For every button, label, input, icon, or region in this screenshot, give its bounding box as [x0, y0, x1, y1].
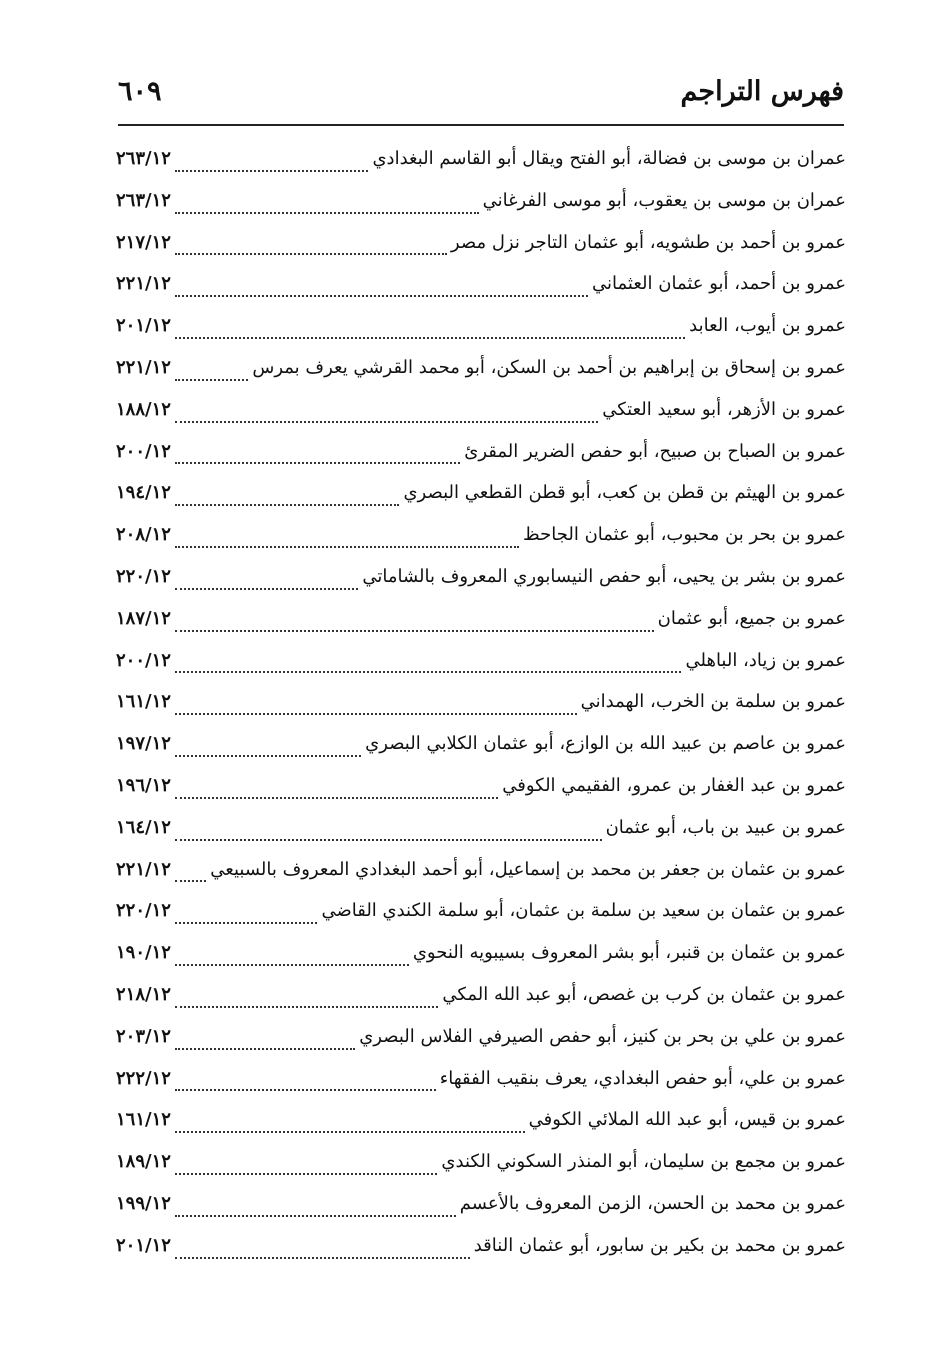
entry-reference: ٢٢٠/١٢	[116, 900, 171, 922]
entry-reference: ١٦٤/١٢	[116, 816, 171, 838]
list-item	[116, 1064, 846, 1106]
dot-leader	[175, 253, 447, 255]
list-item	[116, 938, 846, 980]
dot-leader	[175, 630, 654, 632]
entry-name: عمرو بن بشر بن يحيى، أبو حفص النيسابوري المعروف بالشاماتي	[362, 565, 846, 587]
list-item	[116, 520, 846, 562]
entry-name: عمرو بن إسحاق بن إبراهيم بن أحمد بن السكن، أبو محمد القرشي يعرف بمرس	[252, 356, 846, 378]
entry-reference: ١٨٧/١٢	[116, 607, 171, 629]
entry-name: عمرو بن بحر بن محبوب، أبو عثمان الجاحظ	[523, 524, 846, 546]
entry-reference: ١٦١/١٢	[116, 1109, 171, 1131]
page-number: ٦٠٩	[118, 76, 162, 107]
dot-leader	[175, 295, 588, 297]
entry-name: عمرو بن جميع، أبو عثمان	[657, 607, 846, 629]
entry-reference: ٢٠٠/١٢	[116, 440, 171, 462]
dot-leader	[175, 379, 248, 381]
entry-name: عمرو بن عبيد بن باب، أبو عثمان	[605, 816, 846, 838]
entry-name: عمرو بن سلمة بن الخرب، الهمداني	[580, 691, 846, 713]
entry-name: عمرو بن عثمان بن كرب بن غصص، أبو عبد الله المكي	[442, 983, 846, 1005]
list-item	[116, 478, 846, 520]
list-item	[116, 771, 846, 813]
dot-leader	[175, 504, 400, 506]
entry-name: عمرو بن عاصم بن عبيد الله بن الوازع، أبو عثمان الكلابي البصري	[365, 733, 846, 755]
entry-reference: ٢٠١/١٢	[116, 315, 171, 337]
dot-leader	[175, 212, 479, 214]
dot-leader	[175, 671, 682, 673]
dot-leader	[175, 1048, 355, 1050]
entry-reference: ١٩٦/١٢	[116, 774, 171, 796]
entry-reference: ٢٢١/١٢	[116, 273, 171, 295]
entry-reference: ١٩٤/١٢	[116, 482, 171, 504]
list-item	[116, 980, 846, 1022]
entry-name: عمرو بن زياد، الباهلي	[685, 649, 846, 671]
entry-reference: ١٨٨/١٢	[116, 398, 171, 420]
list-item	[116, 1147, 846, 1189]
list-item	[116, 311, 846, 353]
dot-leader	[175, 797, 498, 799]
entry-name: عمرو بن علي، أبو حفص البغدادي، يعرف بنقيب الفقهاء	[439, 1067, 846, 1089]
dot-leader	[175, 755, 361, 757]
dot-leader	[175, 1089, 436, 1091]
list-item	[116, 604, 846, 646]
list-item	[116, 729, 846, 771]
list-item	[116, 1105, 846, 1147]
entry-reference: ٢٠١/١٢	[116, 1234, 171, 1256]
list-item	[116, 269, 846, 311]
entry-reference: ١٩٩/١٢	[116, 1192, 171, 1214]
dot-leader	[175, 170, 369, 172]
entry-reference: ٢١٧/١٢	[116, 231, 171, 253]
dot-leader	[175, 462, 460, 464]
entry-name: عمرو بن الصباح بن صبيح، أبو حفص الضرير المقرئ	[464, 440, 846, 462]
entry-name: عمرو بن مجمع بن سليمان، أبو المنذر السكوني الكندي	[441, 1151, 846, 1173]
entry-reference: ٢٢١/١٢	[116, 356, 171, 378]
dot-leader	[175, 546, 519, 548]
list-item	[116, 855, 846, 897]
list-item	[116, 437, 846, 479]
entry-reference: ٢٦٣/١٢	[116, 189, 171, 211]
entry-reference: ٢٦٣/١٢	[116, 148, 171, 169]
dot-leader	[175, 588, 358, 590]
list-item	[116, 353, 846, 395]
entry-reference: ٢٢٠/١٢	[116, 565, 171, 587]
entry-reference: ٢٠٨/١٢	[116, 524, 171, 546]
list-item	[116, 1022, 846, 1064]
dot-leader	[175, 713, 577, 715]
entry-name: عمرو بن محمد بن الحسن، الزمن المعروف بالأعسم	[459, 1192, 846, 1214]
list-item	[116, 144, 846, 186]
entry-reference: ١٨٩/١٢	[116, 1151, 171, 1173]
entry-name: عمرو بن أحمد بن طشويه، أبو عثمان التاجر نزل مصر	[450, 231, 846, 253]
entry-reference: ١٩٧/١٢	[116, 733, 171, 755]
dot-leader	[175, 337, 685, 339]
list-item	[116, 562, 846, 604]
list-item	[116, 687, 846, 729]
dot-leader	[175, 880, 206, 882]
page-header	[118, 72, 844, 116]
entry-reference: ٢٢١/١٢	[116, 858, 171, 880]
dot-leader	[175, 964, 409, 966]
list-item	[116, 1231, 846, 1273]
list-item	[116, 395, 846, 437]
entry-name: عمرو بن محمد بن بكير بن سابور، أبو عثمان الناقد	[473, 1234, 846, 1256]
index-list	[116, 144, 846, 1273]
entry-name: عمرو بن عثمان بن سعيد بن سلمة بن عثمان، أبو سلمة الكندي القاضي	[321, 900, 846, 922]
dot-leader	[175, 1257, 470, 1259]
entry-name: عمرو بن عثمان بن جعفر بن محمد بن إسماعيل، أبو أحمد البغدادي المعروف بالسبيعي	[210, 858, 846, 880]
list-item	[116, 186, 846, 228]
dot-leader	[175, 1173, 438, 1175]
list-item	[116, 646, 846, 688]
entry-name: عمرو بن الهيثم بن قطن بن كعب، أبو قطن القطعي البصري	[403, 482, 846, 504]
entry-name: عمران بن موسى بن يعقوب، أبو موسى الفرغاني	[482, 189, 846, 211]
entry-name: عمرو بن قيس، أبو عبد الله الملائي الكوفي	[528, 1109, 846, 1131]
list-item	[116, 1189, 846, 1231]
entry-name: عمرو بن أحمد، أبو عثمان العثماني	[592, 273, 846, 295]
entry-name: عمران بن موسى بن فضالة، أبو الفتح ويقال أبو القاسم البغدادي	[372, 148, 846, 169]
entry-name: عمرو بن علي بن بحر بن كنيز، أبو حفص الصيرفي الفلاس البصري	[359, 1025, 846, 1047]
dot-leader	[175, 421, 598, 423]
dot-leader	[175, 1006, 438, 1008]
dot-leader	[175, 839, 602, 841]
dot-leader	[175, 922, 318, 924]
entry-name: عمرو بن عثمان بن قنبر، أبو بشر المعروف بسيبويه النحوي	[412, 942, 846, 964]
entry-name: عمرو بن أيوب، العابد	[689, 315, 846, 337]
entry-reference: ٢١٨/١٢	[116, 983, 171, 1005]
entry-reference: ٢٢٢/١٢	[116, 1067, 171, 1089]
page-title: فهرس التراجم	[680, 76, 844, 107]
list-item	[116, 813, 846, 855]
entry-reference: ٢٠٣/١٢	[116, 1025, 171, 1047]
list-item	[116, 896, 846, 938]
dot-leader	[175, 1215, 456, 1217]
dot-leader	[175, 1131, 525, 1133]
header-divider	[118, 124, 844, 126]
entry-reference: ١٩٠/١٢	[116, 942, 171, 964]
list-item	[116, 228, 846, 270]
entry-name: عمرو بن الأزهر، أبو سعيد العتكي	[602, 398, 846, 420]
entry-reference: ١٦١/١٢	[116, 691, 171, 713]
entry-reference: ٢٠٠/١٢	[116, 649, 171, 671]
entry-name: عمرو بن عبد الغفار بن عمرو، الفقيمي الكوفي	[502, 774, 846, 796]
